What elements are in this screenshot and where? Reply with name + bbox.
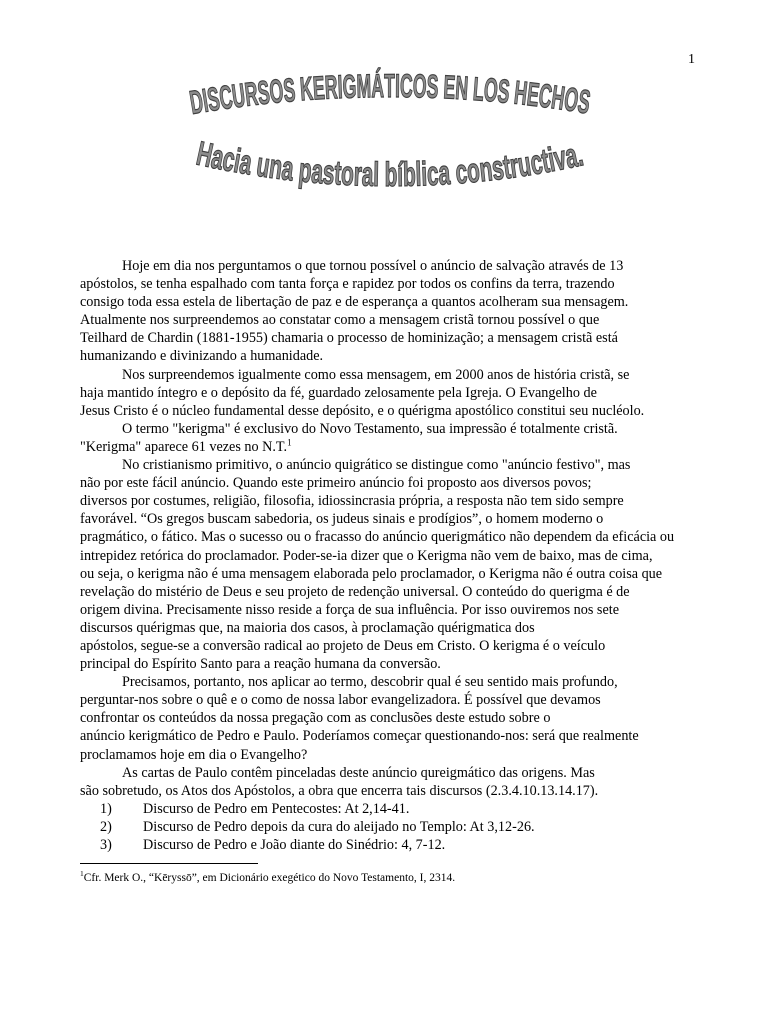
paragraph-1: [80, 257, 700, 366]
text-line: Teilhard de Chardin (1881-1955) chamaria o processo de hominização; a mensagem cristã está: [80, 330, 618, 347]
list-item-text: Discurso de Pedro depois da cura do aleijado no Templo: At 3,12-26.: [143, 818, 535, 835]
text-line: favorável. “Os gregos buscam sabedoria, os judeus sinais e prodígios”, o homem moderno o: [80, 511, 604, 528]
text-line: Jesus Cristo é o núcleo fundamental desse depósito, e o quérigma apostólico constitui seu nucléolo.: [80, 402, 645, 419]
footnote-text: Cfr. Merk O., “Kēryssō”, em Dicionário exegético do Novo Testamento, I, 2314.: [83, 872, 456, 884]
text-line: As cartas de Paulo contêm pinceladas deste anúncio qureigmático das origens. Mas: [122, 764, 595, 781]
list-item-number: 2): [100, 818, 112, 835]
text-line: perguntar-nos sobre o quê e o como de nossa labor evangelizadora. É possível que devamos: [80, 692, 601, 709]
paragraph-5: [80, 673, 700, 763]
text-line: ou seja, o kerigma não é uma mensagem elaborada pelo proclamador, o Kerigma não é outra coisa que: [80, 565, 663, 582]
text-line: consigo toda essa estela de libertação de paz e de esperança a quantos acolheram sua mensagem.: [80, 294, 629, 311]
footnote-number: 1: [80, 869, 84, 879]
text-line: No cristianismo primitivo, o anúncio quigrático se distingue como "anúncio festivo", mas: [122, 457, 631, 474]
text-line: haja mantido íntegro e o depósito da fé, guardado zelosamente pela Igreja. O Evangelho de: [80, 384, 597, 401]
list-item-number: 1): [100, 800, 112, 817]
text-line: são sobretudo, os Atos dos Apóstolos, a obra que encerra tais discursos (2.3.4.10.13.14.17).: [80, 782, 599, 799]
text-line: discursos quérigmas que, na maioria dos casos, à proclamação quérigmatica dos: [80, 619, 535, 636]
list-item: [80, 818, 700, 836]
paragraph-4: [80, 456, 700, 673]
footnote-separator: [80, 863, 258, 864]
text-line: principal do Espírito Santo para a reação humana da conversão.: [80, 656, 441, 673]
text-line: humanizando e divinizando a humanidade.: [80, 348, 324, 365]
footnote-reference[interactable]: 1: [287, 437, 292, 448]
text-line: confrontar os conteúdos da nossa pregação com as conclusões deste estudo sobre o: [80, 710, 551, 727]
footnote: [80, 869, 456, 884]
text-line: revelação do mistério de Deus e seu projeto de redenção universal. O conteúdo do querigma é de: [80, 583, 630, 600]
text-line: intrepidez retórica do proclamador. Poder-se-ia dizer que o Kerigma não vem de baixo, mas de cima,: [80, 547, 653, 564]
paragraph-3-last-line: "Kerigma" aparece 61 vezes no N.T.$^1$: [80, 437, 292, 455]
title-line-1: DISCURSOS KERIGMÁTICOS EN LOS HECHOS: [187, 66, 604, 123]
list-item-number: 3): [100, 837, 112, 853]
text-line: apóstolos, se tenha espalhado com tanta força e rapidez por todos os confins da terra, trazendo: [80, 276, 615, 293]
list-item-text: Discurso de Pedro em Pentecostes: At 2,14-41.: [143, 800, 410, 817]
text-line: pragmático, o fático. Mas o sucesso ou o fracasso do anúncio querigmático não dependem da eficácia ou: [80, 529, 675, 546]
list-item-text: Discurso de Pedro e João diante do Sinédrio: 4, 7-12.: [143, 837, 446, 853]
text-line: Precisamos, portanto, nos aplicar ao termo, descobrir qual é seu sentido mais profundo,: [122, 674, 618, 691]
text-line: proclamamos hoje em dia o Evangelho?: [80, 746, 308, 763]
text-line: origem divina. Precisamente nisso reside a força de sua influência. Por isso ouviremos nos sete: [80, 601, 619, 618]
paragraph-6: [80, 764, 700, 800]
text-line: Nos surpreendemos igualmente como essa mensagem, em 2000 anos de história cristã, se: [122, 366, 630, 383]
text-line: não por este fácil anúncio. Quando este primeiro anúncio foi proposto aos diversos povos;: [80, 475, 592, 492]
text-line: O termo "kerigma" é exclusivo do Novo Testamento, sua impressão é totalmente cristã.: [122, 420, 618, 437]
paragraph-3: [80, 420, 700, 438]
text-line: apóstolos, segue-se a conversão radical ao projeto de Deus em Cristo. O kerigma é o veículo: [80, 637, 606, 654]
discourse-list: [80, 800, 700, 854]
text-line: Atualmente nos surpreendemos ao constatar como a mensagem cristã tornou possível o que: [80, 312, 600, 329]
paragraph-2: [80, 366, 700, 420]
body-text: [80, 257, 700, 854]
text-line: diversos por costumes, religião, filosofia, idiossincrasia própria, a resposta não tem sido sempre: [80, 493, 624, 510]
title-line-2: Hacia una pastoral bíblica constructiva.: [193, 134, 591, 195]
list-item: [80, 800, 700, 818]
title-wordart: [170, 66, 610, 196]
page-number: 1: [688, 52, 695, 67]
text-line: Hoje em dia nos perguntamos o que tornou possível o anúncio de salvação através de 13: [122, 258, 624, 274]
list-item: [80, 836, 700, 854]
text-line: anúncio kerigmático de Pedro e Paulo. Poderíamos começar questionando-nos: será que realmente: [80, 728, 639, 745]
